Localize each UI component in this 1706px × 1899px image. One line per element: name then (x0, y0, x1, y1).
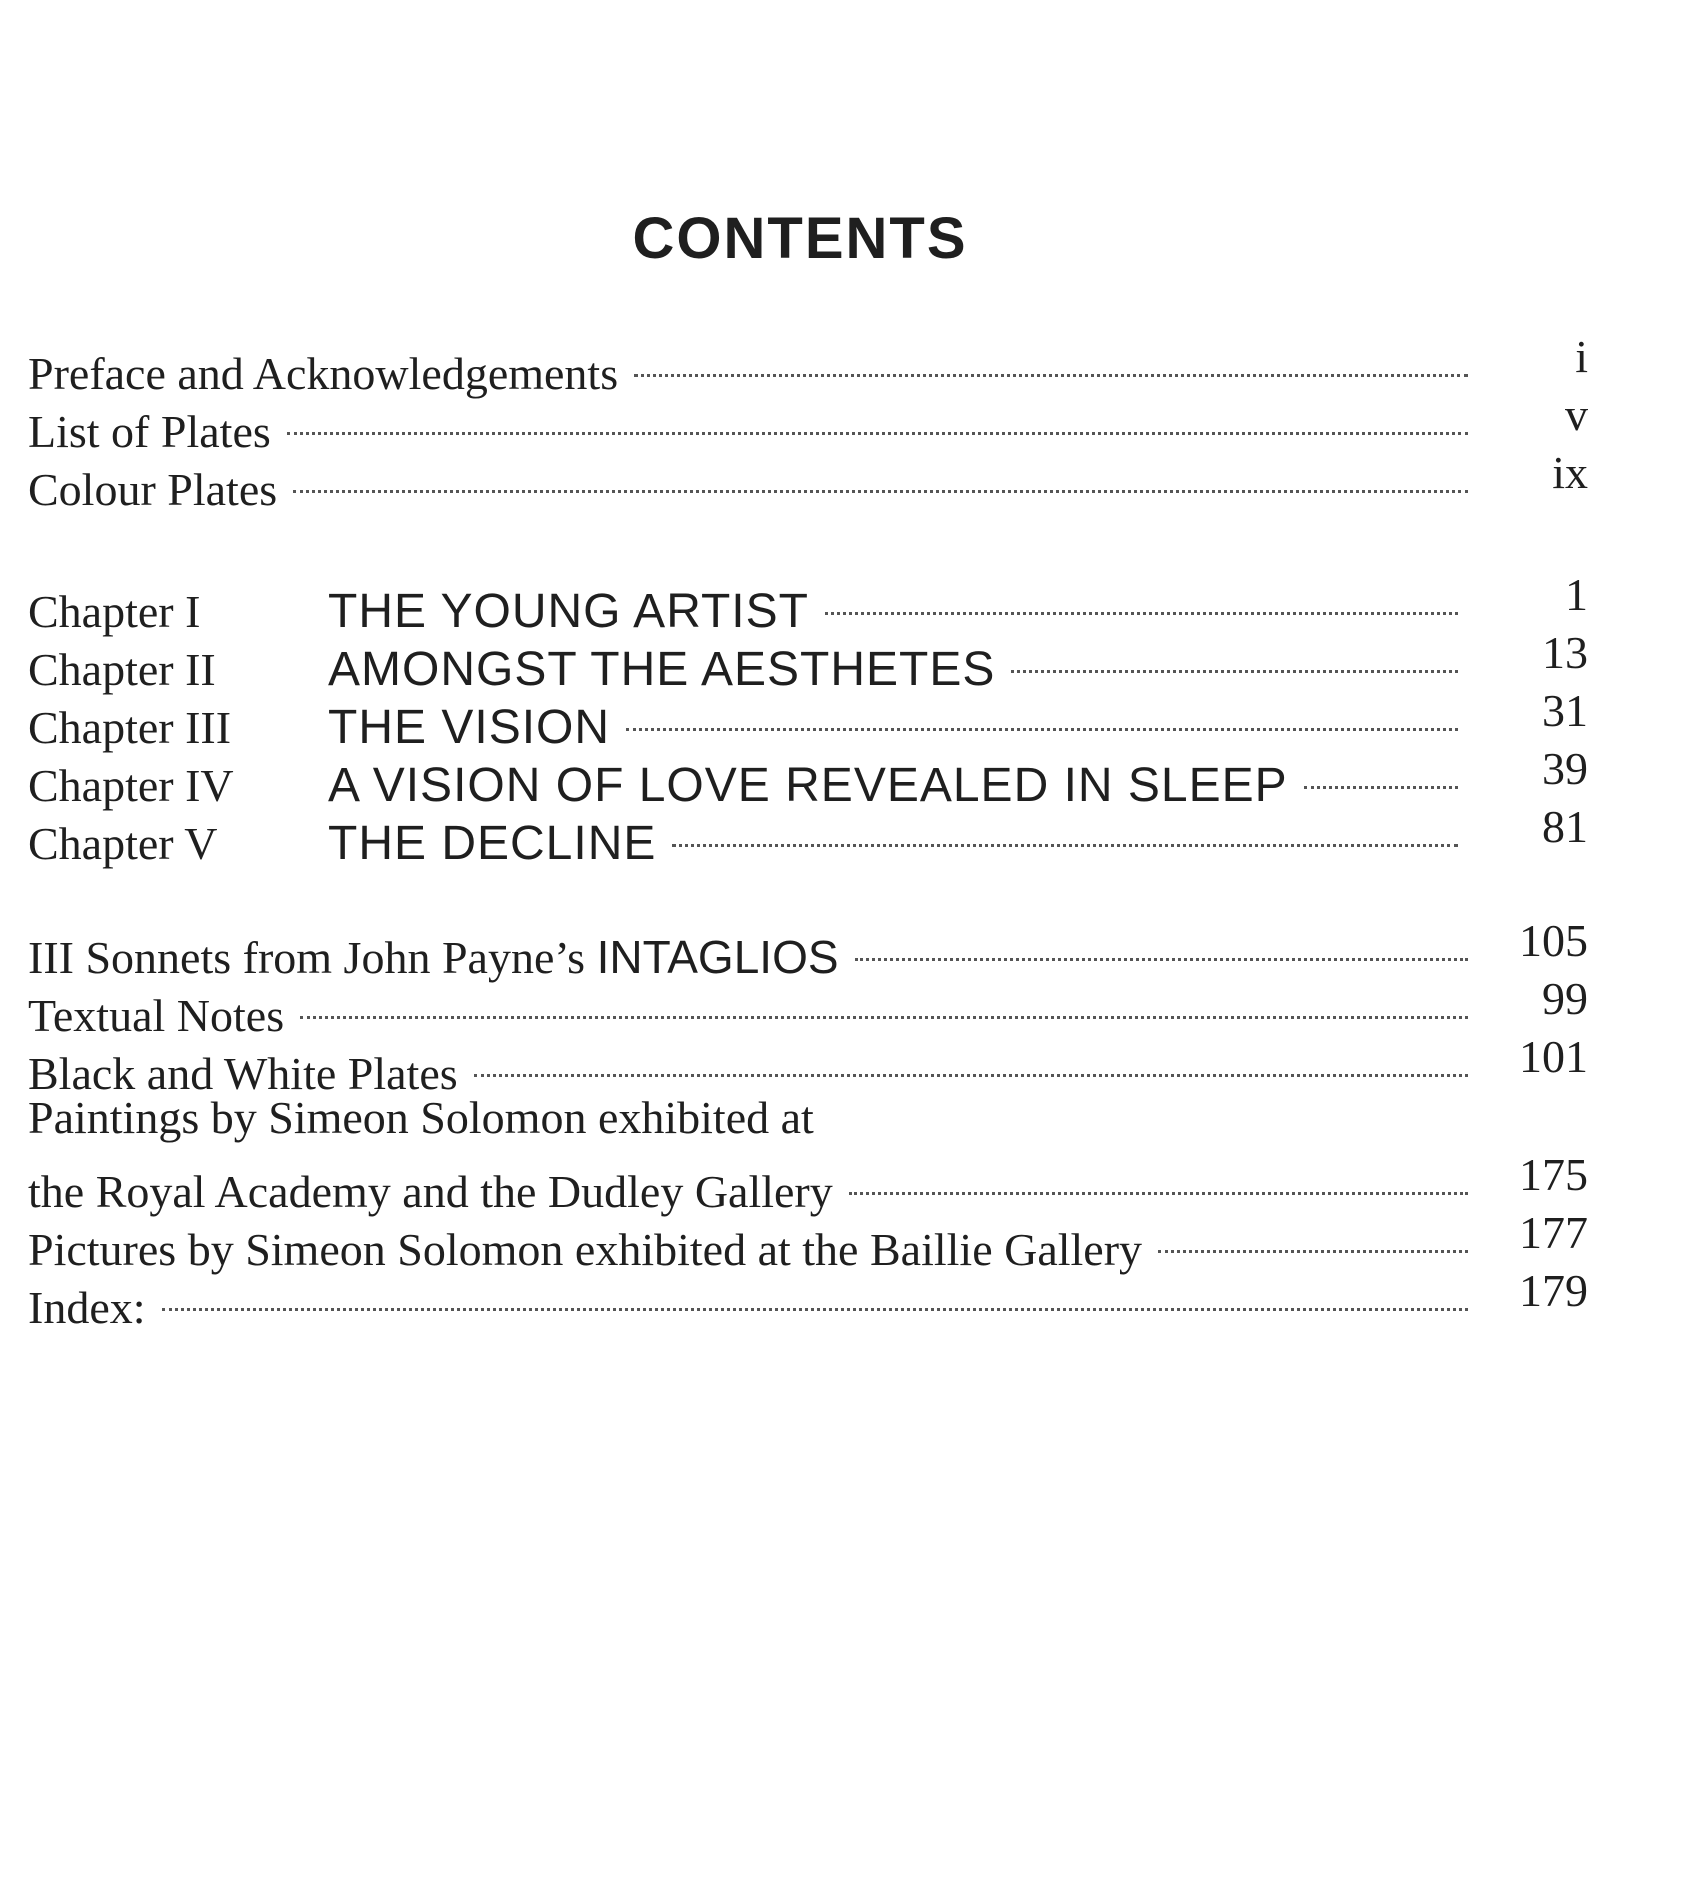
dot-leader (855, 900, 1468, 961)
toc-page-number: 81 (1542, 801, 1588, 852)
toc-page-number: 13 (1542, 627, 1588, 678)
toc-page-number: ix (1552, 447, 1588, 498)
dot-leader (626, 670, 1458, 731)
chapter-label: Chapter V (28, 818, 218, 869)
toc-page-number: 101 (1519, 1031, 1588, 1082)
toc-entry-colour-plates (28, 444, 1588, 515)
toc-entry-title: List of Plates (28, 406, 271, 457)
chapter-title: THE YOUNG ARTIST (328, 585, 809, 638)
dot-leader (634, 316, 1468, 377)
chapter-title: A VISION OF LOVE REVEALED IN SLEEP (328, 759, 1288, 812)
dot-leader (672, 786, 1458, 847)
chapter-label: Chapter III (28, 702, 232, 753)
toc-entry-title-line2: the Royal Academy and the Dudley Gallery (28, 1166, 833, 1217)
toc-page-number: 99 (1542, 973, 1588, 1024)
sonnets-title-text: III Sonnets from John Payne’s (28, 932, 597, 983)
dot-leader (1158, 1192, 1468, 1253)
chapter-title: THE VISION (328, 701, 611, 754)
toc-entry-title: Black and White Plates (28, 1048, 458, 1099)
dot-leader (293, 432, 1468, 493)
toc-page-number: v (1565, 389, 1588, 440)
chapter-title: THE DECLINE (328, 817, 657, 870)
toc-entry-title: Textual Notes (28, 990, 285, 1041)
sonnets-title-caps: INTAGLIOS (596, 931, 839, 983)
page-title: CONTENTS (632, 206, 968, 271)
toc-entry-title: Index: (28, 1282, 146, 1333)
toc-page-number: 175 (1519, 1149, 1588, 1200)
toc-entry-title: Colour Plates (28, 464, 278, 515)
dot-leader (825, 554, 1458, 615)
toc-chapter-5 (28, 798, 1588, 870)
dot-leader (849, 1134, 1468, 1195)
toc-page-number: 177 (1519, 1207, 1588, 1258)
chapter-title: AMONGST THE AESTHETES (328, 643, 996, 696)
dot-leader (474, 1016, 1468, 1077)
toc-page-number: 39 (1542, 743, 1588, 794)
chapter-label: Chapter II (28, 644, 216, 695)
dot-leader (300, 958, 1468, 1019)
toc-entry-index (28, 1262, 1588, 1333)
toc-entry-bw-plates (28, 1028, 1588, 1099)
toc-entry-title-line1: Paintings by Simeon Solomon exhibited at (28, 1092, 814, 1143)
dot-leader (1304, 728, 1458, 789)
dot-leader (287, 374, 1468, 435)
toc-page-number: 179 (1519, 1265, 1588, 1316)
dot-leader (1011, 612, 1458, 673)
chapter-label: Chapter I (28, 586, 201, 637)
toc-entry-title: Preface and Acknowledgements (28, 348, 619, 399)
dot-leader (162, 1250, 1468, 1311)
chapter-label: Chapter IV (28, 760, 234, 811)
toc-entry-paintings (28, 1090, 1588, 1217)
toc-page-number: i (1575, 331, 1588, 382)
toc-page-number: 105 (1519, 915, 1588, 966)
toc-page-number: 31 (1542, 685, 1588, 736)
toc-page-number: 1 (1565, 569, 1588, 620)
toc-entry-title: Pictures by Simeon Solomon exhibited at the Baillie Gallery (28, 1224, 1143, 1275)
